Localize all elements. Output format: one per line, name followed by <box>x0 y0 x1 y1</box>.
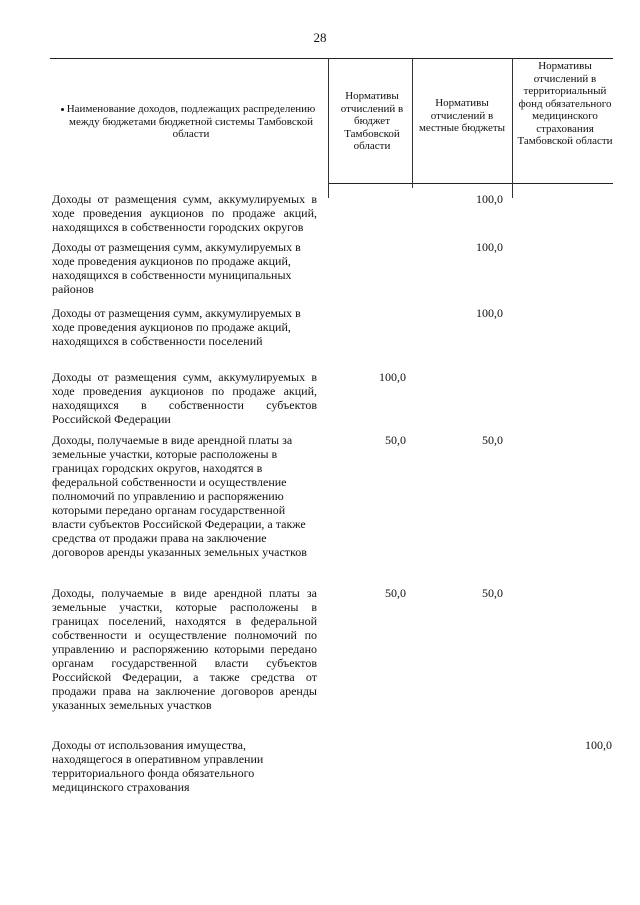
header-regional-budget: Нормативы отчислений в бюджет Тамбовской области <box>340 90 404 152</box>
row-local-value: 50,0 <box>482 433 503 447</box>
row-regional-value: 50,0 <box>385 586 406 600</box>
row-name: Доходы, получаемые в виде арендной платы за земельные участки, которые расположены в границах поселений, находятся в федеральной собственности и осуществление полномочий по управлению и распоряжению которыми передано органам государственной власти субъектов Российской Федерации, а также средства от продажи права на заключение договоров аренды указанных земельных участков <box>52 586 317 712</box>
column-divider <box>328 58 329 198</box>
row-fund-value: 100,0 <box>585 738 612 752</box>
row-local-value: 100,0 <box>476 192 503 206</box>
column-divider <box>512 58 513 198</box>
column-divider <box>412 58 413 188</box>
row-name: Доходы от размещения сумм, аккумулируемых в ходе проведения аукционов по продаже акций, находящихся в собственности муниципальных районов <box>52 240 301 296</box>
header-medical-fund: Нормативы отчислений в территориальный фонд обязательного медицинского страхования Тамбовской области <box>517 60 613 147</box>
row-local-value: 100,0 <box>476 240 503 254</box>
header-name: Наименование доходов, подлежащих распределению между бюджетами бюджетной системы Тамбовской области <box>66 103 316 140</box>
row-regional-value: 100,0 <box>379 370 406 384</box>
row-regional-value: 50,0 <box>385 433 406 447</box>
row-name: Доходы от размещения сумм, аккумулируемых в ходе проведения аукционов по продаже акций, находящихся в собственности городских округов <box>52 192 317 234</box>
page-number: 28 <box>313 30 327 45</box>
header-bottom-rule <box>328 183 613 184</box>
row-local-value: 100,0 <box>476 306 503 320</box>
header-local-budgets: Нормативы отчислений в местные бюджеты <box>418 97 506 134</box>
row-local-value: 50,0 <box>482 586 503 600</box>
row-name: Доходы от размещения сумм, аккумулируемых в ходе проведения аукционов по продаже акций, находящихся в собственности поселений <box>52 306 301 348</box>
row-name: Доходы от размещения сумм, аккумулируемых в ходе проведения аукционов по продаже акций, находящихся в собственности субъектов Российской Федерации <box>52 370 317 426</box>
table-top-rule <box>50 58 613 59</box>
row-name: Доходы, получаемые в виде арендной платы за земельные участки, которые расположены в границах городских округов, находятся в федеральной собственности и осуществление полномочий по управлению и распоряжению которыми передано органам государственной власти субъектов Российской Федерации, а также средства от продажи права на заключение договоров аренды указанных земельных участков <box>52 433 307 559</box>
row-name: Доходы от использования имущества, находящегося в оперативном управлении территориального фонда обязательного медицинского страхования <box>52 738 264 794</box>
